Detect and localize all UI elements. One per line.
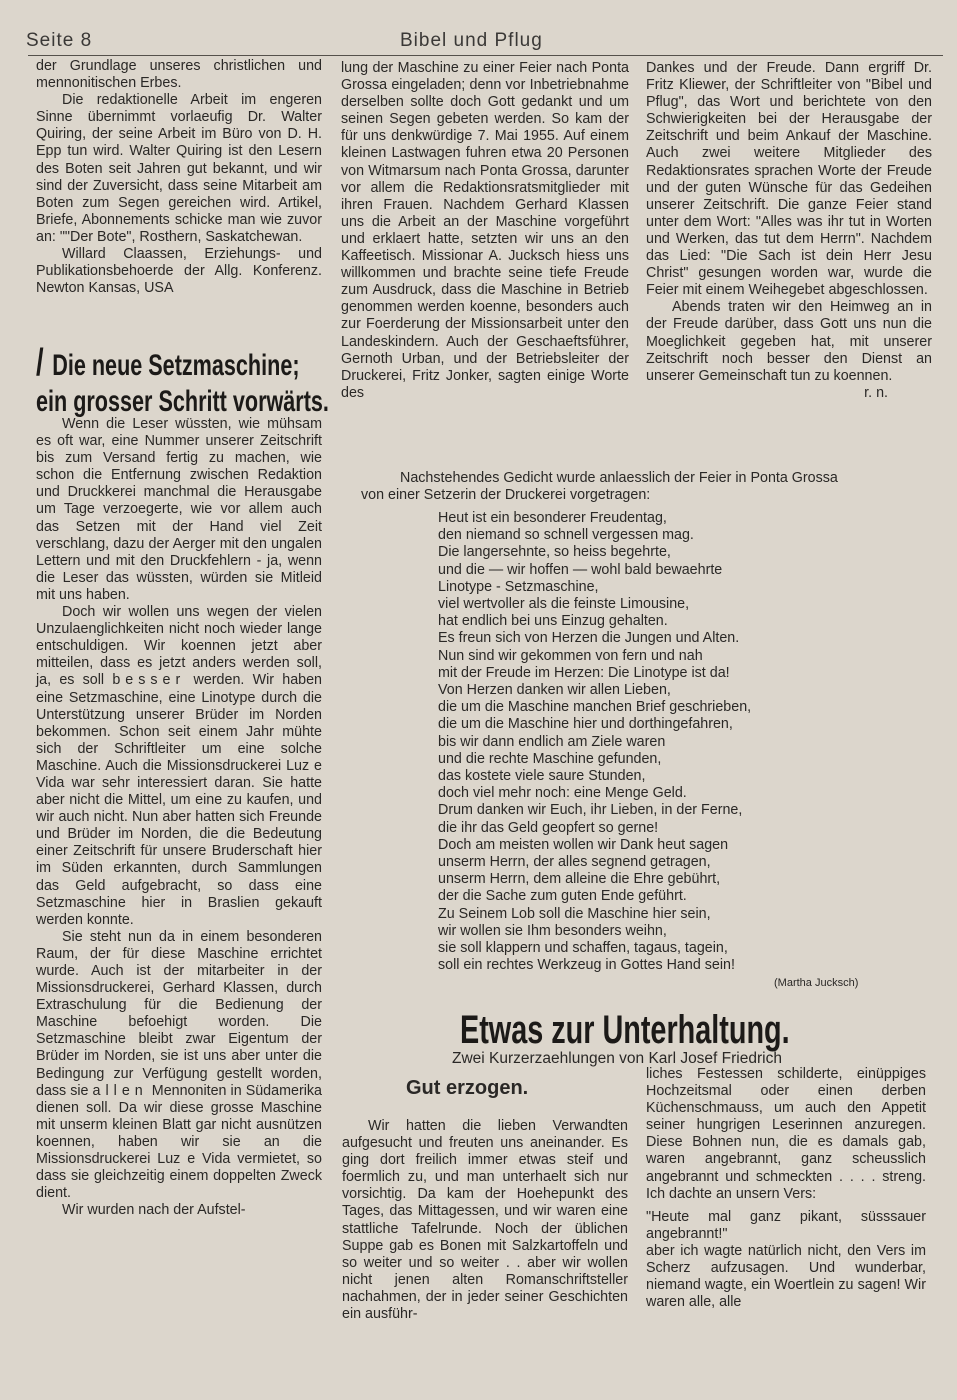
poem-line: soll ein rechtes Werkzeug in Gottes Hand sein!: [438, 957, 735, 974]
article1-column-2: [341, 60, 629, 402]
poem-line: doch viel mehr noch: eine Menge Geld.: [438, 785, 687, 802]
poem-line: das kostete viele saure Stunden,: [438, 768, 646, 785]
poem-line: und die rechte Maschine gefunden,: [438, 750, 662, 767]
poem-line: hat endlich bei uns Einzug gehalten.: [438, 613, 668, 630]
paragraph: Sie steht nun da in einem besonderen Raum, der für diese Maschine errichtet wurde. Auch ist der mitarbeiter in der Missionsdruckerei, Gerhard Klassen, durch Extraschulung für die Bedienung der Maschine befoehigt worden. Die Setzmaschine bleibt zwar Eigentum der Brüder im Norden, sie ist uns aber unter die Bedingung zur Verfügung gestellt worden, dass sie allen Mennoniten in Südamerika dienen soll. Da wir diese grosse Maschine mit unserm kleinen Blatt gar nicht ausnützen koennen, haben wir sie an die Missionsdruckerei Luz e Vida vermietet, so dass sie gleichzeitig einem doppelten Zweck dient.: [36, 928, 322, 1202]
paragraph: Doch wir wollen uns wegen der vielen Unzulaenglichkeiten nicht noch wieder lange entschuldigen. Wir koennen jetzt aber mitteilen, dass es jetzt anders werden soll, ja, es soll besser werden. Wir haben eine Setzmaschine, eine Linotype durch die Unterstützung unserer Brüder im Norden bekommen. Schon seit einem Jahr mühte sich der Schriftleiter um eine solche Maschine. Auch die Missionsdruckerei Luz e Vida war sehr interessiert daran. Sie hatte aber nicht die Mittel, um eine zu kaufen, und wir auch nicht. Nun aber hatten sich Freunde und Brüder im Norden, die die Bedeutung einer Zeitschrift für unsere Bruderschaft hier im Süden erkannten, durch Sammlungen das Geld aufgebracht, so dass eine Setzmaschine hier in Braslien gekauft werden konnte.: [36, 604, 322, 928]
poem-line: Nun sind wir gekommen von fern und nah: [438, 647, 703, 664]
poem-line: und die — wir hoffen — wohl bald bewaehrte: [438, 561, 723, 578]
poem-line: die um die Maschine hier und dorthingefahren,: [438, 716, 733, 733]
paragraph: lung der Maschine zu einer Feier nach Ponta Grossa eingeladen; denn vor Inbetriebnahme derselben sollte doch Gott gedankt und um seinen Segen gebeten werden. So kam der für uns denkwürdige 7. Mai 1955. Auf einem kleinen Lastwagen fuhren etwa 20 Personen von Witmarsum nach Ponta Grossa, darunter vor allem die Redaktionsratsmitglieder mit ihren Frauen. Nachdem Gerhard Klassen uns die Arbeit an der Maschine vorgeführt und erklaert hatte, setzten wir uns an den Kaffeetisch. Missionar A. Jucksch hiess uns willkommen und brachte seine tiefe Freude zum Ausdruck, dass die Maschine in Betrieb genommen werden koenne, besonders auch zur Foerderung der Missionsarbeit unter den Landeskindern. Auch der Geschaeftsführer, Gernoth Urban, und der Betriebsleiter der Druckerei, Fritz Jonker, sagten einige Worte des: [341, 60, 629, 401]
paragraph: Die redaktionelle Arbeit im engeren Sinne übernimmt vorlaeufig Dr. Walter Quiring, der seine Arbeit im Büro von D. H. Epp tun wird. Walter Quiring ist den Lesern des Boten seit Jahren gut bekannt, und wir sind der Zuversicht, dass seine Mitarbeit am Boten zum Segen gereichen wird. Artikel, Briefe, Abonnements schicke man wie zuvor an: ""Der Bote", Rosthern, Saskatchewan.: [36, 92, 322, 245]
spaced-word: allen: [92, 1082, 148, 1099]
column-1: [36, 58, 322, 297]
poem-intro: Nachstehendes Gedicht wurde anlaesslich der Feier in Ponta Grossa: [400, 470, 838, 486]
poem-line: unserm Herrn, der alles segnend getragen,: [438, 854, 711, 871]
poem-line: wir wollen sie Ihm besonders weihn,: [438, 922, 667, 939]
paragraph: Wenn die Leser wüssten, wie mühsam es oft war, eine Nummer unserer Zeitschrift bis zum Versand fertig zu machen, wie schon die Entfernung zwischen Redaktion und Druckkerei manchmal die Herausgabe um Tage verzoegerte, wie vor allem auch das Setzen mit der Hand viel Zeit verschlang, dazu der Aerger mit den ungalen Lettern und mit den Druckfehlern - ja, wenn die Leser das wüssten, würden sie Mitleid mit uns haben.: [36, 416, 322, 603]
publication-title: Bibel und Pflug: [400, 30, 543, 51]
headline-line-2: ein grosser Schritt vorwärts.: [36, 385, 329, 418]
paragraph: Willard Claassen, Erziehungs- und Publikationsbehoerde der Allg. Konferenz. Newton Kansas, USA: [36, 246, 322, 297]
paragraph: Wir wurden nach der Aufstel-: [62, 1202, 246, 1219]
story-column-right: [646, 1066, 926, 1311]
poem-line: viel wertvoller als die feinste Limousine,: [438, 596, 690, 613]
poem-line: unserm Herrn, dem alleine die Ehre gebührt,: [438, 871, 721, 888]
poem-line: die um die Maschine manchen Brief geschrieben,: [438, 699, 752, 716]
header-rule: [28, 55, 943, 56]
poem-line: Es freun sich von Herzen die Jungen und Alten.: [438, 630, 740, 647]
section-subheadline: Zwei Kurzerzaehlungen von Karl Josef Friedrich: [452, 1050, 782, 1067]
spaced-word: besser: [112, 672, 186, 689]
poem-line: Heut ist ein besonderer Freudentag,: [438, 510, 667, 526]
poem: [438, 510, 898, 974]
poem-line: Drum danken wir Euch, ihr Lieben, in der Ferne,: [438, 802, 743, 819]
poem-line: die ihr das Geld geopfert so gerne!: [438, 819, 659, 836]
signature: r. n.: [864, 384, 888, 401]
poem-line: Die langersehnte, so heiss begehrte,: [438, 544, 671, 561]
story-title: Gut erzogen.: [406, 1077, 529, 1099]
article1-column-3: [646, 60, 932, 402]
slash-mark: /: [36, 342, 44, 384]
poem-line: mit der Freude im Herzen: Die Linotype ist da!: [438, 664, 730, 681]
paragraph: der Grundlage unseres christlichen und mennonitischen Erbes.: [36, 58, 322, 92]
poem-line: Doch am meisten wollen wir Dank heut sagen: [438, 836, 729, 853]
poem-intro-2: von einer Setzerin der Druckerei vorgetragen:: [361, 487, 651, 503]
poem-line: Von Herzen danken wir allen Lieben,: [438, 682, 671, 699]
paragraph: aber ich wagte natürlich nicht, den Vers im Scherz aufzusagen. Und wunderbar, niemand wagte, ein Woertlein zu sagen! Wir waren alle, alle: [646, 1242, 926, 1311]
headline-line-1: Die neue Setzmaschine;: [52, 349, 300, 382]
quote: "Heute mal ganz pikant, süsssauer angebrannt!": [646, 1208, 926, 1242]
poem-line: den niemand so schnell vergessen mag.: [438, 527, 694, 544]
article1-column-1: [36, 416, 322, 1219]
poem-author: (Martha Jucksch): [774, 977, 859, 989]
paragraph: liches Festessen schilderte, einüppiges Hochzeitsmal oder einen derben Küchenschmauss, um auch den Appetit seiner hungrigen Leserinnen anzuregen. Diese Bohnen nun, die es damals gab, waren angebrannt, ganz scheusslich angebrannt und schmeckten . . . . streng. Ich dachte an unsern Vers:: [646, 1066, 926, 1202]
paragraph: Wir hatten die lieben Verwandten aufgesucht und freuten uns aneinander. Es ging dort freilich immer etwas steif und foermlich zu, und man unterhaelt sich nur vorsichtig. Da kam der Hoehepunkt des Tages, das Mittagessen, und wir waren eine stattliche Tafelrunde. Noch der üblichen Suppe gab es Bonen mit Salzkartoffeln und so weiter und so weiter . . aber wir wollen nicht jenen alten Romanschriftsteller nachahmen, der in jeder seiner Geschichten ein ausführ-: [342, 1118, 628, 1323]
poem-line: Linotype - Setzmaschine,: [438, 578, 599, 595]
paragraph: Abends traten wir den Heimweg an in der Freude darüber, dass Gott uns nun die Moeglichkeit gegeben hat, mit unserer Zeitschrift noch besser den Dienst an unserer Gemeinschaft tun zu koennen.: [646, 299, 932, 384]
page-number: Seite 8: [26, 30, 93, 51]
poem-line: sie soll klappern und schaffen, tagaus, tagein,: [438, 940, 728, 957]
story-column-left: [342, 1118, 628, 1323]
paragraph: Dankes und der Freude. Dann ergriff Dr. Fritz Kliewer, der Schriftleiter von "Bibel und Pflug", das Wort und berichtete von den Schwierigkeiten bei der Herausgabe der Zeitschrift und beim Ankauf der Maschine. Auch zwei weitere Mitglieder des Redaktionsrates sprachen Worte der Freude und der guten Wünsche für das Gedeihen unserer Zeitschrift. Die ganze Feier stand unter dem Wort: "Alles was ihr tut in Worten und Werken, das tut dem Herrn". Nachdem das Lied: "Die Sach ist dein Herr Jesu Christ" gesungen worden war, wurde die Feier mit einem Weihegebet abgeschlossen.: [646, 60, 932, 299]
poem-line: bis wir dann endlich am Ziele waren: [438, 733, 666, 750]
poem-line: Zu Seinem Lob soll die Maschine hier sein,: [438, 905, 711, 922]
poem-line: der die Sache zum guten Ende geführt.: [438, 888, 687, 905]
section-headline: Etwas zur Unterhaltung.: [460, 1008, 790, 1052]
